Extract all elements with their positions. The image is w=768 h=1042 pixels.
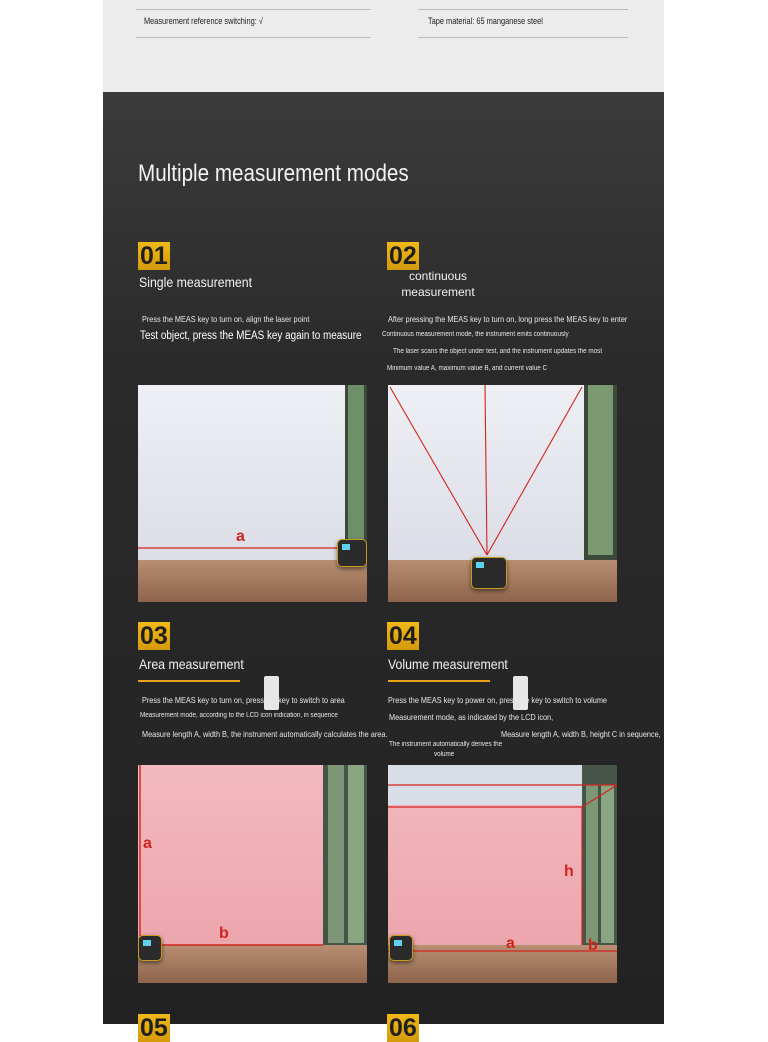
area-measurement-illustration (138, 765, 367, 983)
laser-label-h: h (564, 863, 574, 880)
mode-desc-line: The instrument automatically derives the (389, 741, 503, 748)
mode-desc-line: Test object, press the MEAS key again to measure (140, 330, 362, 342)
divider (418, 37, 628, 38)
section-title: Multiple measurement modes (138, 160, 409, 187)
spec-tape-material: Tape material: 65 manganese steel (428, 16, 543, 26)
mode-desc-line: Measure length A, width B, the instrument automatically calculates the area. (142, 729, 388, 739)
mode-desc-line: Continuous measurement mode, the instrument emits continuously (382, 331, 569, 338)
mode-number-06: 06 (389, 1014, 417, 1042)
laser-label-a: a (506, 935, 515, 952)
mode-number-02: 02 (389, 242, 417, 270)
laser-label-a: a (143, 835, 152, 852)
mode-desc-line: After pressing the MEAS key to turn on, long press the MEAS key to enter (388, 314, 628, 324)
mode-name-continuous (378, 268, 498, 300)
mode-number-04: 04 (389, 622, 417, 650)
divider (418, 9, 628, 10)
mode-desc-line: Minimum value A, maximum value B, and current value C (387, 365, 548, 372)
mode-number-03: 03 (140, 622, 168, 650)
laser-device (389, 935, 413, 961)
single-measurement-illustration (138, 385, 367, 602)
mode-desc-line: Measurement mode, as indicated by the LCD icon, (389, 712, 554, 722)
continuous-measurement-illustration (388, 385, 617, 602)
underline-accent (138, 680, 240, 682)
product-detail-page (103, 0, 664, 1042)
mode-name-single: Single measurement (139, 274, 252, 290)
spec-reference-switching: Measurement reference switching: √ (144, 16, 263, 26)
mode-desc-line: Measurement mode, according to the LCD icon indication, in sequence (140, 712, 338, 719)
mode-name-line: continuous (408, 269, 468, 283)
laser-device (138, 935, 162, 961)
mode-name-area: Area measurement (139, 656, 244, 672)
mode-desc-line: volume (434, 751, 455, 758)
laser-label-b: b (588, 937, 598, 954)
mode-name-volume: Volume measurement (388, 656, 508, 672)
laser-device (471, 557, 507, 589)
mode-desc-line: The laser scans the object under test, and the instrument updates the most (393, 348, 603, 355)
divider (136, 37, 371, 38)
mode-number-05: 05 (140, 1014, 168, 1042)
volume-measurement-illustration (388, 765, 617, 983)
spec-strip (103, 0, 664, 92)
mode-desc-line: Press the MEAS key to turn on, align the laser point (142, 314, 310, 324)
laser-device (337, 539, 367, 567)
mode-name-line: measurement (401, 285, 475, 299)
underline-accent (388, 680, 490, 682)
mode-desc-line: Press the MEAS key to turn on, press the key to switch to area (142, 695, 345, 705)
laser-label-a: a (236, 528, 245, 545)
mode-desc-line: Measure length A, width B, height C in sequence, (501, 729, 661, 739)
divider (136, 9, 371, 10)
mode-number-01: 01 (140, 242, 168, 270)
laser-label-b: b (219, 925, 229, 942)
mode-desc-line: Press the MEAS key to power on, press the key to switch to volume (388, 695, 607, 705)
